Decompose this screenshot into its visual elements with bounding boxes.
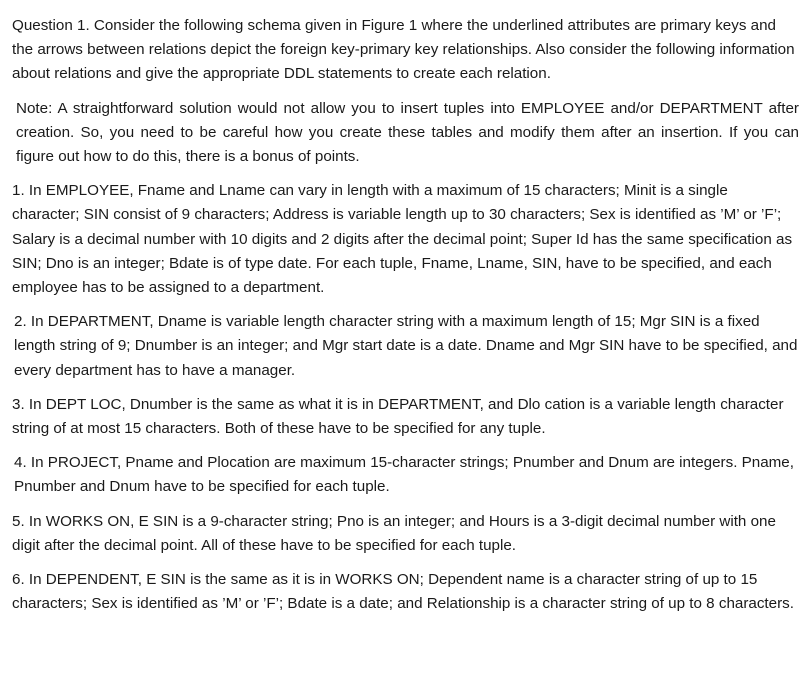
item-dependent: 6. In DEPENDENT, E SIN is the same as it is in WORKS ON; Dependent name is a character string of up to 15 characters; Sex is identified as ’M’ or ’F’; Bdate is a date; and Relationship is a character string of up to 8 characters. (12, 571, 794, 613)
item-project: 4. In PROJECT, Pname and Plocation are maximum 15-character strings; Pnumber and Dnum are integers. Pname, Pnumber and Dnum have to be specified for each tuple. (14, 454, 794, 496)
note-paragraph: Note: A straightforward solution would not allow you to insert tuples into EMPLOYEE and/or DEPARTMENT after creation. So, you need to be careful how you create these tables and modify them after an insertion. If you can figure out how to do this, there is a bonus of points. (16, 99, 799, 166)
question-intro: Question 1. Consider the following schema given in Figure 1 where the underlined attributes are primary keys and the arrows between relations depict the foreign key-primary key relationships. Also consider the following information about relations and give the appropriate DDL statements to create each relation. (12, 17, 795, 83)
item-works-on: 5. In WORKS ON, E SIN is a 9-character string; Pno is an integer; and Hours is a 3-digit decimal number with one digit after the decimal point. All of these have to be specified for each tuple. (12, 512, 776, 554)
item-dept-loc: 3. In DEPT LOC, Dnumber is the same as what it is in DEPARTMENT, and Dlo cation is a variable length character string of at most 15 characters. Both of these have to be specified for any tuple. (12, 395, 784, 438)
item-department: 2. In DEPARTMENT, Dname is variable length character string with a maximum length of 15; Mgr SIN is a fixed length string of 9; Dnumber is an integer; and Mgr start date is a date. Dname and Mgr SIN have to be specified, and every department has to have a manager. (14, 313, 798, 379)
item-employee: 1. In EMPLOYEE, Fname and Lname can vary in length with a maximum of 15 characters; Minit is a single character; SIN consist of 9 characters; Address is variable length up to 30 characters; Sex is identified as ’M’ or ’F’; Salary is a decimal number with 10 digits and 2 digits after the decimal point; Super Id has the same specification as SIN; Dno is an integer; Bdate is of type date. For each tuple, Fname, Lname, SIN, have to be specified, and each employee has to be assigned to a department. (12, 182, 793, 297)
